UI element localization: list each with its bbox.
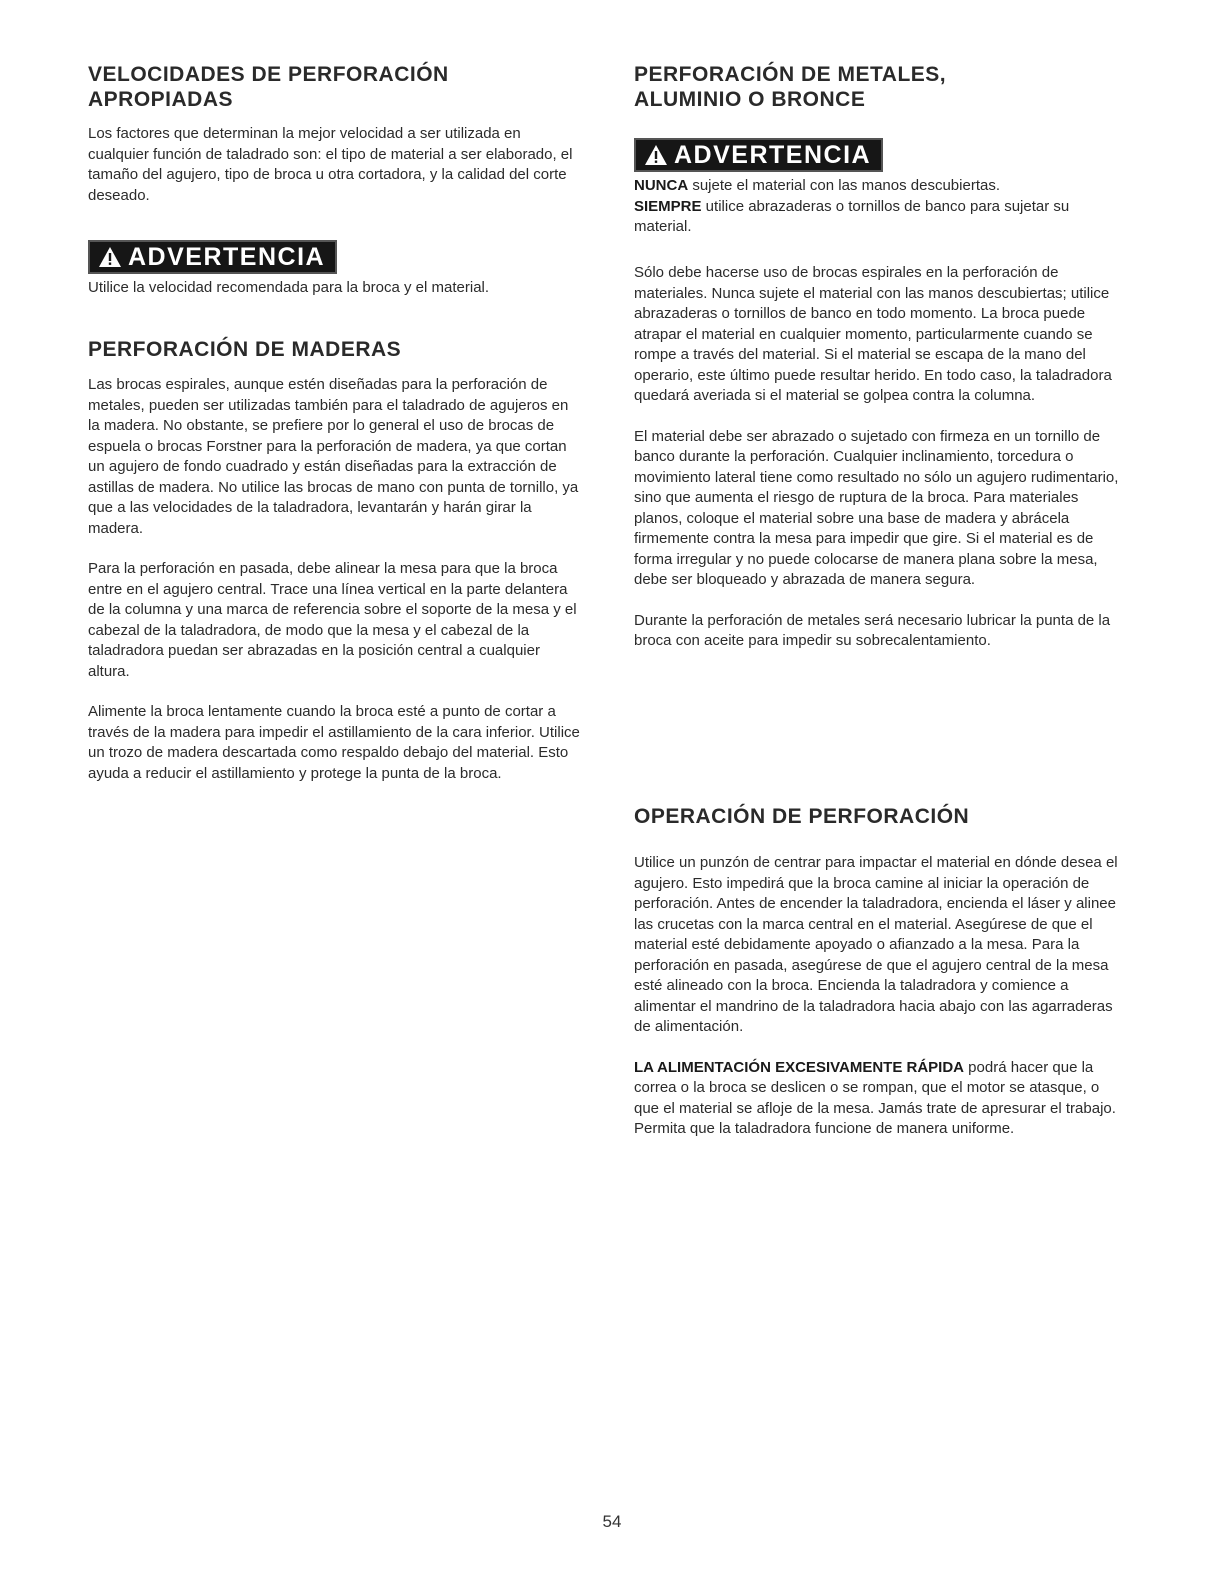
warning-text: Utilice la velocidad recomendada para la broca y el material. [88, 279, 490, 296]
always-text: utilice abrazaderas o tornillos de banco para sujetar su material. [634, 197, 1070, 235]
metals-warning [634, 138, 1122, 238]
metals-paragraph-2: El material debe ser abrazado o sujetado con firmeza en un tornillo de banco durante la perforación. Cualquier inclinamiento, torcedura o movimiento lateral tiene como resultado no sólo un agujero rudimentario, sino que aumenta el riesgo de ruptura de la broca. Para materiales planos, coloque el material sobre una base de madera y abrácela firmemente contra la mesa para impedir que gire. Si el material es de forma irregular y no puede colocarse de manera plana sobre la mesa, debe ser bloqueado y abrazada de manera segura. [634, 427, 1119, 588]
metals-section [634, 62, 1122, 112]
operation-heading: OPERACIÓN DE PERFORACIÓN [634, 805, 970, 828]
wood-paragraph-1: Las brocas espirales, aunque estén diseñadas para la perforación de metales, pueden ser utilizadas también para el taladrado de agujeros en la madera. No obstante, se prefiere por lo general el uso de brocas de espuela o brocas Forstner para la perforación de madera, ya que cortan un agujero de fondo cuadrado y están diseñadas para la extracción de astillas de madera. No utilice las brocas de mano con punta de tornillo, ya que a las velocidades de la taladradora, levantarán y harán girar la madera. [88, 376, 579, 537]
fast-feed-text: podrá hacer que la correa o la broca se deslicen o se rompan, que el motor se atasque, o que el material se afloje de la mesa. Jamás trate de apresurar el trabajo. Permita que la taladradora funcione de manera uniforme. [634, 1058, 1116, 1137]
warning-triangle-icon [644, 144, 668, 166]
metals-heading [634, 62, 1122, 112]
always-word: SIEMPRE [634, 197, 702, 215]
warning-label: ADVERTENCIA [128, 242, 326, 271]
metals-warning-text [634, 176, 1122, 238]
metals-paragraph-1: Sólo debe hacerse uso de brocas espirales en la perforación de materiales. Nunca sujete el material con las manos descubiertas; utilice abrazaderas o tornillos de banco en todo momento. La broca puede atrapar el material en cualquier momento, particularmente cuando se rompe a través del material. Si el material se escapa de la mano del operario, este último puede resultar herido. En todo caso, la taladradora quedará averiada si el material se golpea contra la columna. [634, 264, 1112, 404]
speeds-heading-line2: APROPIADAS [88, 88, 234, 111]
operation-paragraph-2 [634, 1058, 1122, 1140]
warning-triangle-icon [98, 246, 122, 268]
warning-badge [634, 138, 883, 172]
operation-paragraph-1: Utilice un punzón de centrar para impactar el material en dónde desea el agujero. Esto impedirá que la broca camine al iniciar la operación de perforación. Antes de encender la taladradora, encienda el láser y alinee las crucetas con la marca central en el material. Asegúrese de que el material esté debidamente apoyado o afianzado a la mesa. Para la perforación en pasada, asegúrese de que el agujero central de la mesa esté alineado con la broca. Encienda la taladradora y comience a alimentar el mandrino de la taladradora hacia abajo con las agarraderas de alimentación. [634, 854, 1118, 1035]
wood-heading: PERFORACIÓN DE MADERAS [88, 338, 402, 361]
wood-paragraph-2: Para la perforación en pasada, debe alinear la mesa para que la broca entre en el agujero central. Trace una línea vertical en la parte delantera de la columna y una marca de referencia sobre el soporte de la mesa y el cabezal de la taladradora, de modo que la mesa y el cabezal de la taladradora puedan ser abrazadas en la posición central a cualquier altura. [88, 560, 577, 680]
metals-heading-line2: ALUMINIO O BRONCE [634, 88, 866, 111]
never-word: NUNCA [634, 177, 689, 194]
speeds-heading-line1: VELOCIDADES DE PERFORACIÓN [88, 63, 449, 86]
wood-section [88, 337, 584, 784]
warning-badge [88, 240, 337, 274]
never-text: sujete el material con las manos descubiertas. [688, 177, 1000, 194]
metals-body [634, 263, 1122, 652]
speeds-warning [88, 240, 584, 299]
metals-paragraph-3: Durante la perforación de metales será necesario lubricar la punta de la broca con aceite para impedir su sobrecalentamiento. [634, 611, 1111, 649]
warning-label: ADVERTENCIA [674, 140, 872, 169]
operation-section [634, 804, 1122, 1140]
wood-paragraph-3: Alimente la broca lentamente cuando la broca esté a punto de cortar a través de la madera para impedir el astillamiento de la cara inferior. Utilice un trozo de madera descartada como respaldo debajo del material. Esto ayuda a reducir el astillamiento y protege la punta de la broca. [88, 703, 580, 782]
speeds-body: Los factores que determinan la mejor velocidad a ser utilizada en cualquier función de taladrado son: el tipo de material a ser elaborado, el tamaño del agujero, tipo de broca u otra cortadora, y la calidad del corte deseado. [88, 125, 573, 204]
metals-heading-line1: PERFORACIÓN DE METALES, [634, 63, 947, 86]
fast-feed-word: LA ALIMENTACIÓN EXCESIVAMENTE RÁPIDA [634, 1058, 965, 1076]
speeds-heading [88, 62, 584, 112]
page-number: 54 [602, 1512, 622, 1531]
speeds-section [88, 62, 584, 206]
